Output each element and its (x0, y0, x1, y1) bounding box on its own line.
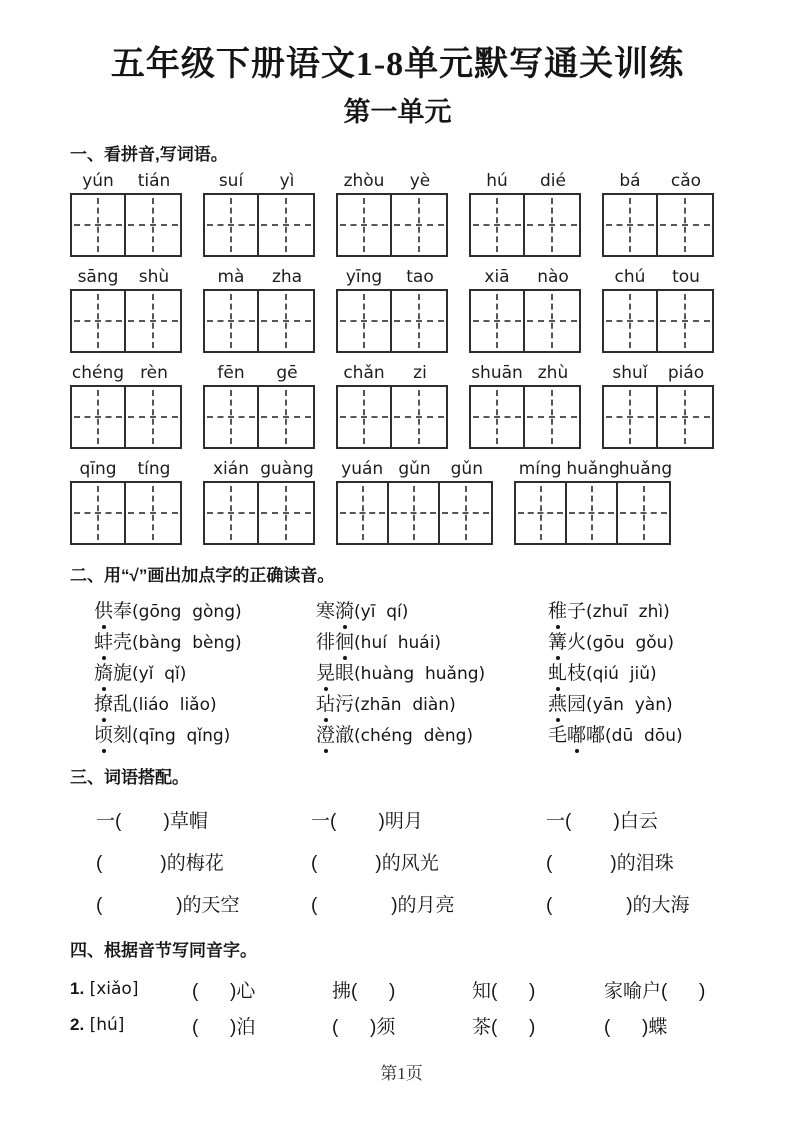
pinyin-syllable: gǔn (450, 459, 483, 479)
pinyin-labels (70, 459, 182, 479)
writing-grid (336, 193, 448, 257)
dotted-word (316, 658, 354, 685)
word-character: 乱 (113, 694, 133, 715)
word-character: 供 (94, 596, 113, 623)
pinyin-syllable: míng (518, 459, 562, 479)
dotted-word (94, 627, 132, 654)
pinyin-syllable: gē (276, 363, 298, 383)
pinyin-labels (514, 459, 671, 479)
pinyin-labels (203, 171, 315, 191)
writing-cell[interactable] (471, 195, 525, 255)
writing-cell[interactable] (72, 195, 126, 255)
pinyin-labels (469, 363, 581, 383)
dotted-word (94, 689, 132, 716)
pinyin-word-group (70, 363, 182, 449)
word-character: 顷 (94, 720, 113, 747)
word-character: 漪 (335, 596, 354, 623)
writing-cell[interactable] (72, 483, 126, 543)
pinyin-word-group (469, 363, 581, 449)
word-matching-blank[interactable]: ( )的月亮 (311, 894, 455, 916)
worksheet-title: 五年级下册语文1-8单元默写通关训练 (110, 46, 685, 83)
writing-grid (602, 193, 714, 257)
pronunciation-item[interactable] (316, 689, 548, 716)
writing-cell[interactable] (440, 483, 491, 543)
writing-cell[interactable] (604, 291, 658, 351)
pronunciation-row (94, 656, 733, 687)
writing-grid (203, 289, 315, 353)
section1-heading: 一、看拼音,写词语。 (70, 145, 228, 164)
pinyin-options[interactable]: (zhuī zhì) (586, 602, 670, 622)
word-character: 嘟 (567, 720, 586, 747)
homophone-blank[interactable]: 茶( ) (472, 1016, 536, 1038)
pinyin-syllable: zha (271, 267, 303, 287)
pinyin-options[interactable]: (yān yàn) (586, 695, 673, 715)
pronunciation-row (94, 625, 733, 656)
writing-grid (336, 289, 448, 353)
pronunciation-item[interactable] (548, 596, 733, 623)
writing-cell[interactable] (205, 483, 259, 543)
dotted-word (548, 627, 586, 654)
pronunciation-item[interactable] (94, 720, 316, 747)
word-character: 枝 (567, 663, 587, 684)
pinyin-syllable: fēn (217, 363, 245, 383)
syllable-head (70, 979, 192, 999)
pinyin-syllable: chú (614, 267, 646, 287)
page-number: 第1页 (380, 1064, 423, 1083)
pinyin-syllable: zi (413, 363, 427, 383)
pinyin-word-group (70, 267, 182, 353)
writing-grid (514, 481, 671, 545)
pinyin-syllable: guàng (260, 459, 314, 479)
item-number: 1. (70, 979, 85, 998)
word-matching-row (96, 840, 733, 882)
pronunciation-item[interactable] (548, 720, 733, 747)
item-number: 2. (70, 1015, 85, 1034)
word-matching-blank[interactable]: 一( )明月 (311, 810, 423, 832)
writing-cell[interactable] (525, 195, 579, 255)
word-matching-row (96, 882, 733, 924)
writing-cell[interactable] (392, 195, 446, 255)
word-character: 澈 (335, 725, 355, 746)
pinyin-syllable: cǎo (670, 171, 702, 191)
dotted-word (316, 720, 354, 747)
pinyin-labels (203, 363, 315, 383)
writing-grid (469, 193, 581, 257)
pronunciation-item[interactable] (94, 658, 316, 685)
writing-cell[interactable] (471, 387, 525, 447)
word-character: 稚 (548, 596, 567, 623)
writing-cell[interactable] (205, 195, 259, 255)
pinyin-syllable: suí (218, 171, 244, 191)
word-character: 撩 (94, 689, 113, 716)
pinyin-labels (602, 363, 714, 383)
pronunciation-item[interactable] (548, 627, 733, 654)
word-character: 寒 (316, 601, 336, 622)
pinyin-labels (336, 363, 448, 383)
pinyin-options[interactable]: (qiú jiǔ) (586, 664, 657, 684)
pronunciation-item[interactable] (548, 689, 733, 716)
homophone-blank[interactable]: 拂( ) (332, 980, 396, 1002)
pinyin-syllable: xiā (484, 267, 510, 287)
pinyin-syllable: sāng (77, 267, 119, 287)
dotted-word (316, 627, 354, 654)
pinyin-labels (70, 363, 182, 383)
pinyin-syllable: tou (672, 267, 700, 287)
word-matching-blank[interactable]: ( )的天空 (96, 894, 240, 916)
pronunciation-item[interactable] (94, 627, 316, 654)
pinyin-labels (70, 267, 182, 287)
word-character: 玷 (316, 689, 335, 716)
homophone-blank[interactable]: ( )蝶 (604, 1016, 668, 1038)
word-character: 子 (567, 601, 587, 622)
dotted-word (316, 596, 354, 623)
section4-heading: 四、根据音节写同音字。 (70, 941, 257, 960)
pronunciation-item[interactable] (94, 596, 316, 623)
word-character: 徘 (316, 632, 336, 653)
pinyin-syllable: hú (486, 171, 508, 191)
writing-cell[interactable] (259, 291, 313, 351)
pinyin-options[interactable]: (zhān diàn) (354, 695, 456, 715)
homophone-blank[interactable]: 家喻户( ) (604, 980, 706, 1002)
writing-grid (70, 385, 182, 449)
pronunciation-item[interactable] (316, 658, 548, 685)
pinyin-syllable: rèn (140, 363, 168, 383)
pinyin-syllable: chǎn (343, 363, 385, 383)
writing-cell[interactable] (126, 291, 180, 351)
writing-cell[interactable] (126, 483, 180, 543)
writing-cell[interactable] (658, 291, 712, 351)
writing-cell[interactable] (338, 195, 392, 255)
syllable-label: [hú] (84, 1015, 125, 1035)
homophone-row (70, 971, 733, 1007)
word-matching-blank[interactable]: ( )的梅花 (96, 852, 224, 874)
pinyin-syllable: mà (217, 267, 245, 287)
writing-grid (602, 385, 714, 449)
writing-cell[interactable] (126, 387, 180, 447)
section2-heading: 二、用“√”画出加点字的正确读音。 (70, 566, 335, 585)
word-character: 园 (567, 694, 587, 715)
writing-cell[interactable] (72, 387, 126, 447)
writing-cell[interactable] (516, 483, 567, 543)
pinyin-labels (336, 171, 448, 191)
pinyin-syllable: yè (409, 171, 431, 191)
word-matching-blank[interactable]: ( )的泪珠 (546, 852, 674, 874)
pinyin-options[interactable]: (yǐ qǐ) (132, 664, 187, 684)
pinyin-syllable: chéng (71, 363, 125, 383)
syllable-label: [xiǎo] (84, 979, 139, 999)
writing-grid (336, 481, 493, 545)
pinyin-syllable: piáo (667, 363, 705, 383)
homophone-rows (70, 971, 733, 1043)
writing-cell[interactable] (604, 195, 658, 255)
pinyin-options[interactable]: (yī qí) (354, 602, 409, 622)
homophone-blank[interactable]: ( )泊 (192, 1016, 256, 1038)
homophone-blank[interactable]: ( )心 (192, 980, 256, 1002)
pinyin-syllable: qīng (79, 459, 117, 479)
homophone-blank[interactable]: ( )须 (332, 1016, 396, 1038)
pronunciation-rows (70, 594, 733, 749)
word-character: 虬 (548, 658, 567, 685)
pinyin-options[interactable]: (huàng huǎng) (354, 664, 486, 684)
section3-heading: 三、词语搭配。 (70, 768, 189, 787)
pinyin-word-group (336, 459, 493, 545)
pinyin-syllable: tíng (137, 459, 171, 479)
pinyin-word-group (70, 171, 182, 257)
pinyin-labels (336, 267, 448, 287)
pinyin-syllable: xián (213, 459, 249, 479)
dotted-word (548, 596, 586, 623)
pinyin-labels (602, 267, 714, 287)
writing-cell[interactable] (567, 483, 618, 543)
pinyin-word-group (469, 267, 581, 353)
pinyin-word-group (514, 459, 671, 545)
pinyin-labels (203, 459, 315, 479)
pronunciation-item[interactable] (316, 627, 548, 654)
dotted-word (548, 689, 586, 716)
word-character: 眼 (335, 663, 355, 684)
pinyin-word-group (203, 363, 315, 449)
writing-cell[interactable] (338, 483, 389, 543)
writing-grid (70, 289, 182, 353)
pinyin-syllable: dié (540, 171, 566, 191)
word-matching-blank[interactable]: 一( )草帽 (96, 810, 208, 832)
pronunciation-item[interactable] (548, 658, 733, 685)
writing-cell[interactable] (259, 483, 313, 543)
pinyin-labels (70, 171, 182, 191)
pinyin-options[interactable]: (qīng qǐng) (132, 726, 231, 746)
pinyin-word-group (203, 459, 315, 545)
pronunciation-item[interactable] (316, 596, 548, 623)
pinyin-row (70, 171, 733, 257)
pinyin-word-group (469, 171, 581, 257)
word-character: 篝 (548, 627, 567, 654)
pinyin-word-group (203, 267, 315, 353)
pinyin-word-group (602, 267, 714, 353)
word-character: 旎 (113, 663, 133, 684)
writing-cell[interactable] (604, 387, 658, 447)
pinyin-writing-rows (70, 171, 733, 545)
pronunciation-row (94, 687, 733, 718)
pinyin-word-group (336, 267, 448, 353)
pinyin-word-group (203, 171, 315, 257)
writing-cell[interactable] (658, 195, 712, 255)
pinyin-options[interactable]: (huí huái) (354, 633, 442, 653)
writing-cell[interactable] (525, 387, 579, 447)
writing-grid (469, 289, 581, 353)
pinyin-row (70, 459, 733, 545)
pinyin-word-group (336, 363, 448, 449)
writing-grid (336, 385, 448, 449)
writing-grid (70, 481, 182, 545)
word-character: 奉 (113, 601, 133, 622)
pinyin-syllable: gǔn (398, 459, 431, 479)
word-character: 壳 (113, 632, 133, 653)
pinyin-syllable: yīng (345, 267, 383, 287)
word-character: 污 (335, 694, 355, 715)
pinyin-word-group (336, 171, 448, 257)
writing-cell[interactable] (658, 387, 712, 447)
pinyin-syllable: bá (619, 171, 641, 191)
pinyin-word-group (602, 171, 714, 257)
homophone-blank[interactable]: 知( ) (472, 980, 536, 1002)
pinyin-labels (336, 459, 493, 479)
dotted-word (548, 720, 605, 747)
writing-cell[interactable] (338, 291, 392, 351)
writing-grid (203, 481, 315, 545)
pinyin-labels (602, 171, 714, 191)
dotted-word (94, 720, 132, 747)
pinyin-options[interactable]: (liáo liǎo) (132, 695, 217, 715)
pinyin-syllable: nào (537, 267, 569, 287)
pronunciation-item[interactable] (94, 689, 316, 716)
writing-cell[interactable] (525, 291, 579, 351)
word-matching-row (96, 798, 733, 840)
writing-cell[interactable] (389, 483, 440, 543)
writing-grid (203, 385, 315, 449)
writing-cell[interactable] (205, 387, 259, 447)
pinyin-syllable: yuán (341, 459, 384, 479)
pinyin-options[interactable]: (gōng gòng) (132, 602, 242, 622)
pinyin-syllable: shù (138, 267, 170, 287)
pinyin-syllable: shuān (471, 363, 523, 383)
dotted-word (94, 658, 132, 685)
pronunciation-row (94, 718, 733, 749)
word-character: 澄 (316, 720, 335, 747)
pinyin-labels (469, 267, 581, 287)
writing-cell[interactable] (259, 195, 313, 255)
writing-cell[interactable] (392, 291, 446, 351)
word-matching-blank[interactable]: ( )的风光 (311, 852, 439, 874)
dotted-word (94, 596, 132, 623)
pronunciation-item[interactable] (316, 720, 548, 747)
pinyin-syllable: yún (82, 171, 114, 191)
writing-cell[interactable] (126, 195, 180, 255)
dotted-word (548, 658, 586, 685)
word-matching-rows (70, 798, 733, 924)
writing-cell[interactable] (392, 387, 446, 447)
writing-grid (70, 193, 182, 257)
writing-cell[interactable] (205, 291, 259, 351)
word-matching-blank[interactable]: ( )的大海 (546, 894, 690, 916)
word-character: 蚌 (94, 627, 113, 654)
pinyin-options[interactable]: (gōu gǒu) (586, 633, 675, 653)
pinyin-syllable: zhù (537, 363, 569, 383)
pinyin-word-group (602, 363, 714, 449)
pinyin-labels (469, 171, 581, 191)
pinyin-labels (203, 267, 315, 287)
pronunciation-row (94, 594, 733, 625)
pinyin-syllable: tián (137, 171, 171, 191)
writing-cell[interactable] (259, 387, 313, 447)
pinyin-syllable: tao (406, 267, 434, 287)
writing-grid (203, 193, 315, 257)
unit-title: 第一单元 (343, 97, 452, 127)
dotted-word (316, 689, 354, 716)
pinyin-syllable: huǎng (566, 459, 620, 479)
pinyin-row (70, 363, 733, 449)
pinyin-syllable: huǎng (618, 459, 673, 479)
pinyin-syllable: zhòu (343, 171, 385, 191)
pinyin-word-group (70, 459, 182, 545)
pinyin-row (70, 267, 733, 353)
pinyin-options[interactable]: (bàng bèng) (132, 633, 242, 653)
word-character: 旖 (94, 658, 113, 685)
word-character: 燕 (548, 689, 567, 716)
word-character: 刻 (113, 725, 133, 746)
writing-cell[interactable] (72, 291, 126, 351)
writing-grid (602, 289, 714, 353)
writing-cell[interactable] (618, 483, 669, 543)
pinyin-options[interactable]: (dū dōu) (605, 726, 683, 746)
pinyin-syllable: shuǐ (612, 363, 648, 383)
word-character: 嘟 (586, 725, 606, 746)
word-character: 毛 (548, 725, 568, 746)
word-character: 徊 (335, 627, 354, 654)
word-character: 火 (567, 632, 587, 653)
writing-grid (469, 385, 581, 449)
writing-cell[interactable] (471, 291, 525, 351)
syllable-head (70, 1015, 192, 1035)
word-matching-blank[interactable]: 一( )白云 (546, 810, 658, 832)
writing-cell[interactable] (338, 387, 392, 447)
pinyin-syllable: yì (279, 171, 295, 191)
homophone-row (70, 1007, 733, 1043)
word-character: 晃 (316, 658, 335, 685)
pinyin-options[interactable]: (chéng dèng) (354, 726, 474, 746)
